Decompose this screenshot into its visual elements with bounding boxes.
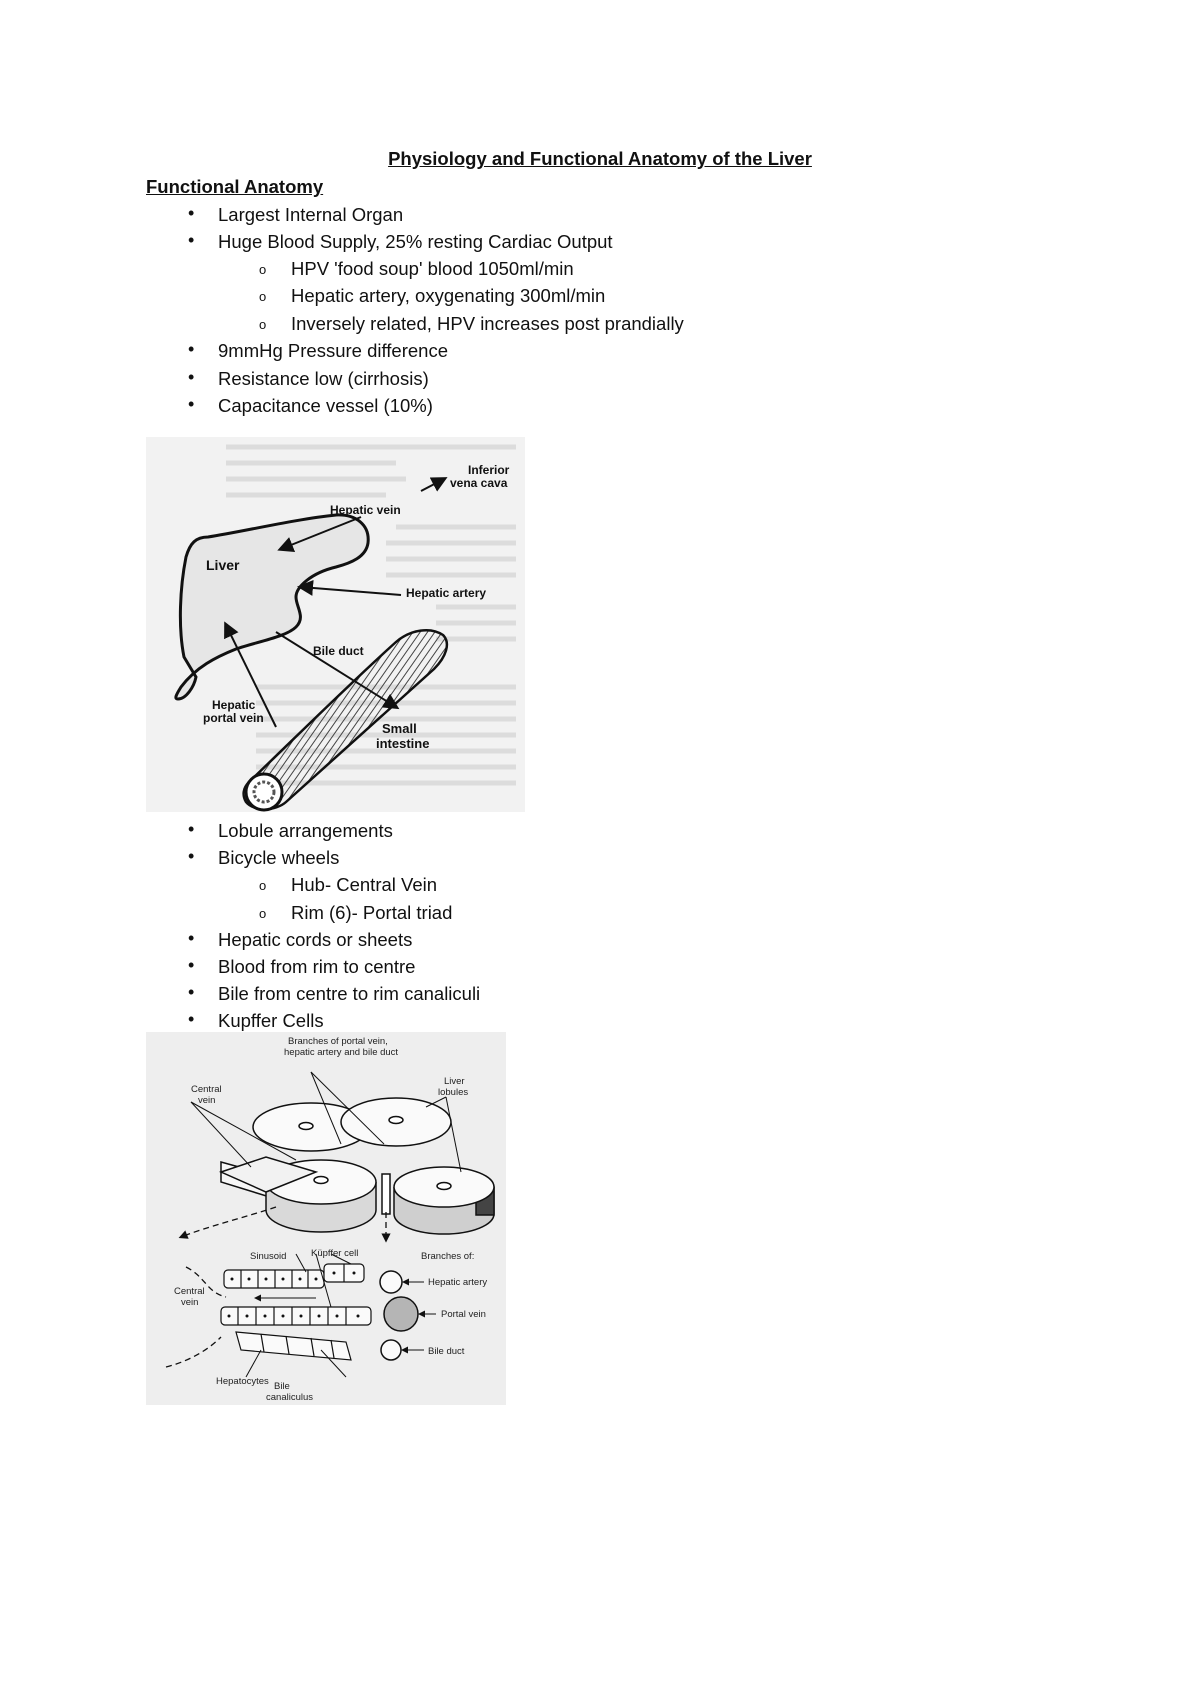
- label-hepatocytes: Hepatocytes: [216, 1376, 269, 1387]
- label-central-vein-top-1: Central: [191, 1084, 222, 1095]
- label-liver: Liver: [206, 557, 240, 573]
- bullet-icon: •: [188, 955, 195, 975]
- liver-lobule-diagram: [146, 1032, 506, 1405]
- bullet-icon: •: [188, 394, 195, 414]
- label-liver-lobules-1: Liver: [444, 1076, 465, 1087]
- label-portal-vein-2: portal vein: [203, 711, 264, 725]
- list-item: • Lobule arrangements: [188, 819, 393, 841]
- hollow-bullet-icon: o: [259, 317, 267, 332]
- liver-lobule-figure: [146, 1032, 506, 1405]
- bullet-icon: •: [188, 982, 195, 1002]
- label-central-vein-bottom-2: vein: [181, 1297, 199, 1308]
- bullet-icon: •: [188, 846, 195, 866]
- list-item: • Blood from rim to centre: [188, 955, 416, 977]
- hollow-bullet-icon: o: [259, 289, 267, 304]
- label-portal-vein-1: Hepatic: [212, 698, 256, 712]
- label-branches-of: Branches of:: [421, 1251, 475, 1262]
- label-kupffer-cell: Küpffer cell: [311, 1248, 359, 1259]
- bullet-icon: •: [188, 1009, 195, 1029]
- hollow-bullet-icon: o: [259, 262, 267, 277]
- label-hepatic-vein: Hepatic vein: [330, 503, 401, 517]
- list-item: • Bicycle wheels: [188, 846, 340, 868]
- label-liver-lobules-2: lobules: [438, 1087, 469, 1098]
- hollow-bullet-icon: o: [259, 906, 267, 921]
- sub-list-item: o Rim (6)- Portal triad: [259, 902, 453, 923]
- bullet-icon: •: [188, 230, 195, 250]
- liver-blood-supply-diagram: [146, 437, 525, 812]
- list-item: • Hepatic cords or sheets: [188, 928, 413, 950]
- label-ivc-2: vena cava: [450, 476, 508, 490]
- sub-list-item: o Hub- Central Vein: [259, 874, 438, 895]
- bullet-icon: •: [188, 339, 195, 359]
- bullet-icon: •: [188, 819, 195, 839]
- label-central-vein-bottom-1: Central: [174, 1286, 205, 1297]
- list-item: • 9mmHg Pressure difference: [188, 339, 448, 361]
- label-branches-2: hepatic artery and bile duct: [284, 1047, 399, 1058]
- label-portal-vein: Portal vein: [441, 1309, 486, 1320]
- label-ivc-1: Inferior: [468, 463, 510, 477]
- label-bile-canaliculus-1: Bile: [274, 1381, 290, 1392]
- bullet-icon: •: [188, 367, 195, 387]
- hollow-bullet-icon: o: [259, 878, 267, 893]
- label-central-vein-top-2: vein: [198, 1095, 216, 1106]
- bullet-icon: •: [188, 928, 195, 948]
- sub-list-item: o Inversely related, HPV increases post prandially: [259, 313, 684, 334]
- label-hepatic-artery: Hepatic artery: [428, 1277, 488, 1288]
- label-bile-canaliculus-2: canaliculus: [266, 1392, 313, 1403]
- label-small-intestine-2: intestine: [376, 736, 430, 751]
- label-bile-duct: Bile duct: [428, 1346, 465, 1357]
- list-item: • Huge Blood Supply, 25% resting Cardiac Output: [188, 230, 613, 252]
- list-item: • Bile from centre to rim canaliculi: [188, 982, 481, 1004]
- sub-list-item: o Hepatic artery, oxygenating 300ml/min: [259, 285, 606, 306]
- section-heading: Functional Anatomy: [146, 176, 324, 197]
- label-sinusoid: Sinusoid: [250, 1251, 287, 1262]
- label-hepatic-artery: Hepatic artery: [406, 586, 487, 600]
- label-small-intestine-1: Small: [382, 721, 417, 736]
- list-item: • Kupffer Cells: [188, 1009, 324, 1031]
- list-item: • Largest Internal Organ: [188, 203, 404, 225]
- liver-blood-supply-figure: [146, 437, 525, 812]
- document-title: Physiology and Functional Anatomy of the Liver: [388, 148, 812, 169]
- label-branches-1: Branches of portal vein,: [288, 1036, 388, 1047]
- label-bile-duct: Bile duct: [313, 644, 364, 658]
- bullet-icon: •: [188, 203, 195, 223]
- list-item: • Resistance low (cirrhosis): [188, 367, 429, 389]
- sub-list-item: o HPV 'food soup' blood 1050ml/min: [259, 258, 574, 279]
- list-item: • Capacitance vessel (10%): [188, 394, 433, 416]
